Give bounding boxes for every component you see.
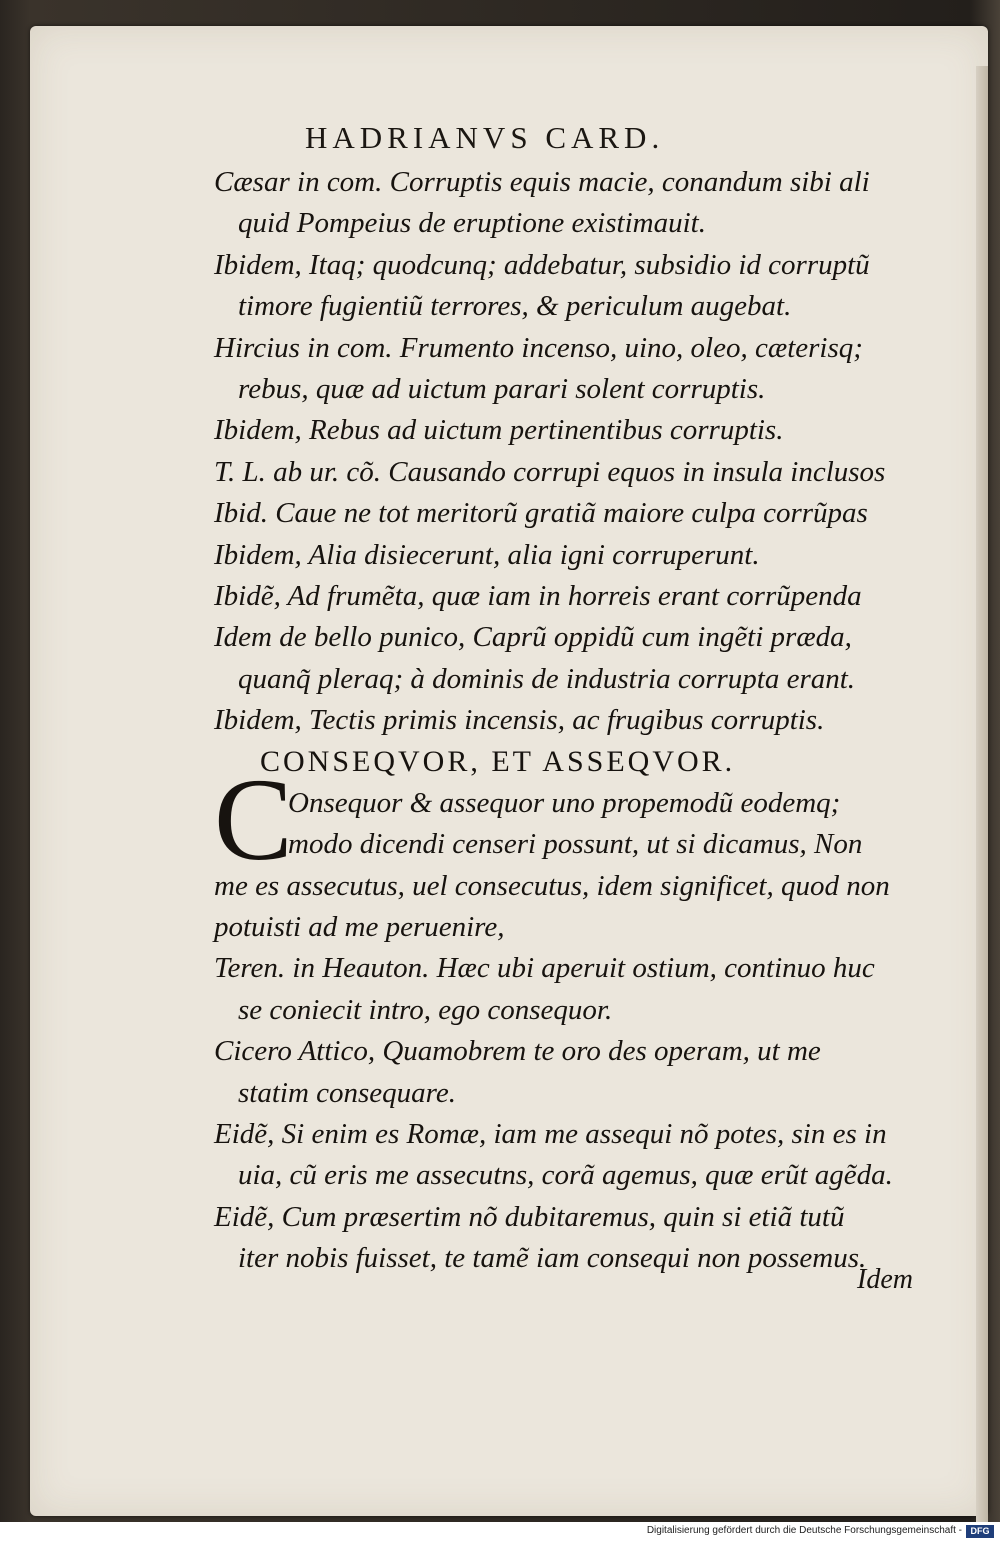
text-line: Ibidem, Alia disiecerunt, alia igni corruperunt. [214,538,760,571]
text-line: potuisti ad me peruenire, [214,911,505,944]
text-line: Ibid. Caue ne tot meritorũ gratiã maiore culpa corrũpas [214,497,868,530]
text-line: uia, cũ eris me assecutns, corã agemus, quæ erũt agẽda. [238,1159,893,1192]
text-line: Ibidem, Rebus ad uictum pertinentibus corruptis. [214,414,784,447]
body-text [214,162,914,1280]
dfg-logo: DFG [966,1525,994,1538]
text-line: Cicero Attico, Quamobrem te oro des operam, ut me [214,1035,821,1068]
text-line: T. L. ab ur. cõ. Causando corrupi equos in insula inclusos [214,455,886,488]
text-line: Hircius in com. Frumento incenso, uino, oleo, cæterisq; [214,331,863,364]
text-line: quanq̃ pleraq; à dominis de industria corrupta erant. [238,662,856,695]
text-line: quid Pompeius de eruptione existimauit. [238,207,706,240]
text-line: Eidẽ, Si enim es Romæ, iam me assequi nõ potes, sin es in [214,1117,887,1150]
text-line: me es assecutus, uel consecutus, idem significet, quod non [214,869,890,902]
text-line: Teren. in Heauton. Hæc ubi aperuit ostium, continuo huc [214,952,875,985]
running-head: HADRIANVS CARD. [305,120,665,155]
footer-credit: Digitalisierung gefördert durch die Deutsche Forschungsgemeinschaft - [646,1525,962,1536]
text-line: Ibidẽ, Ad frumẽta, quæ iam in horreis erant corrũpenda [214,579,862,612]
text-line: Ibidem, Tectis primis incensis, ac frugibus corruptis. [214,704,825,737]
text-line: rebus, quæ ad uictum parari solent corruptis. [238,372,766,405]
text-line: iter nobis fuisset, te tamẽ iam consequi non possemus. [238,1242,867,1275]
catchword: Idem [857,1264,913,1295]
text-line: Ibidem, Itaq; quodcunq; addebatur, subsidio id corruptũ [214,248,870,281]
section-heading: CONSEQVOR, ET ASSEQVOR. [260,745,736,779]
text-line: Cæsar in com. Corruptis equis macie, conandum sibi ali [214,166,870,198]
text-line: Eidẽ, Cum præsertim nõ dubitaremus, quin si etiã tutũ [214,1200,845,1233]
text-line: Onsequor & assequor uno propemodũ eodemq; [288,786,841,819]
text-line: statim consequare. [238,1076,457,1109]
text-line: Idem de bello punico, Caprũ oppidũ cum ingẽti præda, [214,621,852,654]
footer-bar [0,1522,1000,1541]
text-line: timore fugientiũ terrores, & periculum augebat. [238,290,792,323]
text-line: modo dicendi censeri possunt, ut si dicamus, Non [288,828,863,861]
text-line: se coniecit intro, ego consequor. [238,993,613,1026]
drop-initial: C [214,754,293,885]
page-edge [976,66,988,1526]
